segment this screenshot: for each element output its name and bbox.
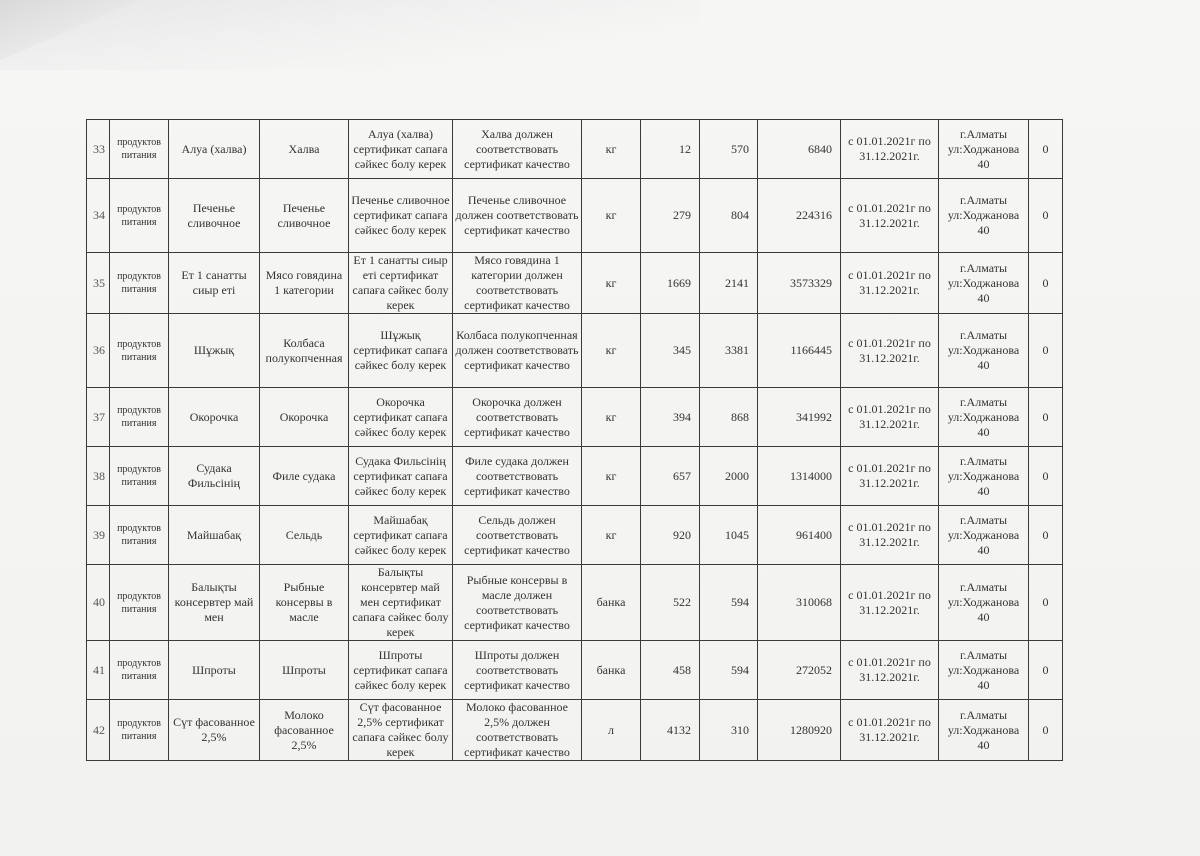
- address-cell: г.Алматы ул:Ходжанова 40: [939, 120, 1029, 179]
- price-cell: 310: [700, 700, 758, 761]
- period-cell: с 01.01.2021г по 31.12.2021г.: [841, 447, 939, 506]
- quantity-cell: 394: [641, 388, 700, 447]
- row-number: 35: [87, 253, 110, 314]
- price-cell: 2000: [700, 447, 758, 506]
- spec-ru-cell: Колбаса полукопченная должен соответствовать сертификат качество: [453, 314, 582, 388]
- table-row: [87, 253, 1063, 314]
- table-row: [87, 388, 1063, 447]
- name-kz-cell: Окорочка: [169, 388, 260, 447]
- spec-ru-cell: Молоко фасованное 2,5% должен соответствовать сертификат качество: [453, 700, 582, 761]
- unit-cell: л: [582, 700, 641, 761]
- name-ru-cell: Филе судака: [260, 447, 349, 506]
- name-ru-cell: Халва: [260, 120, 349, 179]
- period-cell: с 01.01.2021г по 31.12.2021г.: [841, 179, 939, 253]
- address-cell: г.Алматы ул:Ходжанова 40: [939, 641, 1029, 700]
- balance-cell: 0: [1029, 447, 1063, 506]
- table-row: [87, 314, 1063, 388]
- category-cell: продуктов питания: [110, 253, 169, 314]
- balance-cell: 0: [1029, 641, 1063, 700]
- period-cell: с 01.01.2021г по 31.12.2021г.: [841, 120, 939, 179]
- unit-cell: кг: [582, 388, 641, 447]
- address-cell: г.Алматы ул:Ходжанова 40: [939, 700, 1029, 761]
- category-cell: продуктов питания: [110, 179, 169, 253]
- period-cell: с 01.01.2021г по 31.12.2021г.: [841, 700, 939, 761]
- unit-cell: кг: [582, 120, 641, 179]
- spec-kz-cell: Печенье сливочное сеpтификат сапаға сәйкес болу керек: [349, 179, 453, 253]
- sum-cell: 341992: [758, 388, 841, 447]
- period-cell: с 01.01.2021г по 31.12.2021г.: [841, 314, 939, 388]
- unit-cell: кг: [582, 179, 641, 253]
- name-ru-cell: Печенье сливочное: [260, 179, 349, 253]
- table-row: [87, 447, 1063, 506]
- sum-cell: 1280920: [758, 700, 841, 761]
- period-cell: с 01.01.2021г по 31.12.2021г.: [841, 253, 939, 314]
- price-cell: 1045: [700, 506, 758, 565]
- name-kz-cell: Печенье сливочное: [169, 179, 260, 253]
- table-body: [87, 120, 1063, 761]
- name-kz-cell: Шпроты: [169, 641, 260, 700]
- spec-kz-cell: Ет 1 санатты сиыр еті сеpтификат сапаға сәйкес болу керек: [349, 253, 453, 314]
- price-cell: 2141: [700, 253, 758, 314]
- balance-cell: 0: [1029, 253, 1063, 314]
- name-kz-cell: Балықты консервтер май мен: [169, 565, 260, 641]
- category-cell: продуктов питания: [110, 506, 169, 565]
- quantity-cell: 12: [641, 120, 700, 179]
- quantity-cell: 345: [641, 314, 700, 388]
- table-row: [87, 179, 1063, 253]
- balance-cell: 0: [1029, 388, 1063, 447]
- sum-cell: 1166445: [758, 314, 841, 388]
- balance-cell: 0: [1029, 506, 1063, 565]
- category-cell: продуктов питания: [110, 565, 169, 641]
- name-ru-cell: Окорочка: [260, 388, 349, 447]
- category-cell: продуктов питания: [110, 120, 169, 179]
- price-cell: 3381: [700, 314, 758, 388]
- name-ru-cell: Мясо говядина 1 категории: [260, 253, 349, 314]
- price-cell: 570: [700, 120, 758, 179]
- period-cell: с 01.01.2021г по 31.12.2021г.: [841, 388, 939, 447]
- spec-ru-cell: Мясо говядина 1 категории должен соответствовать сертификат качество: [453, 253, 582, 314]
- balance-cell: 0: [1029, 314, 1063, 388]
- price-cell: 804: [700, 179, 758, 253]
- quantity-cell: 522: [641, 565, 700, 641]
- unit-cell: кг: [582, 253, 641, 314]
- price-cell: 594: [700, 641, 758, 700]
- name-kz-cell: Судака Фильсінің: [169, 447, 260, 506]
- spec-kz-cell: Алуа (халва) сеpтификат сапаға сәйкес болу керек: [349, 120, 453, 179]
- row-number: 38: [87, 447, 110, 506]
- name-kz-cell: Шұжық: [169, 314, 260, 388]
- period-cell: с 01.01.2021г по 31.12.2021г.: [841, 565, 939, 641]
- address-cell: г.Алматы ул:Ходжанова 40: [939, 179, 1029, 253]
- spec-ru-cell: Рыбные консервы в масле должен соответствовать сертификат качество: [453, 565, 582, 641]
- address-cell: г.Алматы ул:Ходжанова 40: [939, 388, 1029, 447]
- sum-cell: 961400: [758, 506, 841, 565]
- procurement-table: [86, 119, 1063, 761]
- row-number: 40: [87, 565, 110, 641]
- address-cell: г.Алматы ул:Ходжанова 40: [939, 447, 1029, 506]
- spec-kz-cell: Балықты консервтер май мен сеpтификат сапаға сәйкес болу керек: [349, 565, 453, 641]
- category-cell: продуктов питания: [110, 314, 169, 388]
- spec-ru-cell: Печенье сливочное должен соответствовать сертификат качество: [453, 179, 582, 253]
- row-number: 41: [87, 641, 110, 700]
- sum-cell: 310068: [758, 565, 841, 641]
- spec-kz-cell: Шұжық сеpтификат сапаға сәйкес болу керек: [349, 314, 453, 388]
- balance-cell: 0: [1029, 565, 1063, 641]
- balance-cell: 0: [1029, 120, 1063, 179]
- spec-ru-cell: Шпроты должен соответствовать сертификат качество: [453, 641, 582, 700]
- period-cell: с 01.01.2021г по 31.12.2021г.: [841, 641, 939, 700]
- period-cell: с 01.01.2021г по 31.12.2021г.: [841, 506, 939, 565]
- name-kz-cell: Майшабақ: [169, 506, 260, 565]
- row-number: 34: [87, 179, 110, 253]
- name-kz-cell: Сүт фасованное 2,5%: [169, 700, 260, 761]
- unit-cell: банка: [582, 641, 641, 700]
- spec-ru-cell: Филе судака должен соответствовать сертификат качество: [453, 447, 582, 506]
- sum-cell: 1314000: [758, 447, 841, 506]
- table-row: [87, 506, 1063, 565]
- table-row: [87, 565, 1063, 641]
- spec-kz-cell: Майшабақ сеpтификат сапаға сәйкес болу керек: [349, 506, 453, 565]
- spec-kz-cell: Судака Фильсінің сеpтификат сапаға сәйкес болу керек: [349, 447, 453, 506]
- balance-cell: 0: [1029, 179, 1063, 253]
- row-number: 36: [87, 314, 110, 388]
- spec-ru-cell: Сельдь должен соответствовать сертификат качество: [453, 506, 582, 565]
- category-cell: продуктов питания: [110, 641, 169, 700]
- quantity-cell: 4132: [641, 700, 700, 761]
- name-ru-cell: Рыбные консервы в масле: [260, 565, 349, 641]
- table-row: [87, 700, 1063, 761]
- spec-kz-cell: Шпроты сеpтификат сапаға сәйкес болу керек: [349, 641, 453, 700]
- quantity-cell: 657: [641, 447, 700, 506]
- row-number: 39: [87, 506, 110, 565]
- sum-cell: 224316: [758, 179, 841, 253]
- name-ru-cell: Молоко фасованное 2,5%: [260, 700, 349, 761]
- quantity-cell: 458: [641, 641, 700, 700]
- name-ru-cell: Колбаса полукопченная: [260, 314, 349, 388]
- table-row: [87, 641, 1063, 700]
- address-cell: г.Алматы ул:Ходжанова 40: [939, 565, 1029, 641]
- name-kz-cell: Ет 1 санатты сиыр еті: [169, 253, 260, 314]
- category-cell: продуктов питания: [110, 447, 169, 506]
- name-ru-cell: Сельдь: [260, 506, 349, 565]
- quantity-cell: 279: [641, 179, 700, 253]
- price-cell: 868: [700, 388, 758, 447]
- row-number: 37: [87, 388, 110, 447]
- name-ru-cell: Шпроты: [260, 641, 349, 700]
- unit-cell: кг: [582, 314, 641, 388]
- unit-cell: банка: [582, 565, 641, 641]
- address-cell: г.Алматы ул:Ходжанова 40: [939, 314, 1029, 388]
- address-cell: г.Алматы ул:Ходжанова 40: [939, 253, 1029, 314]
- sum-cell: 272052: [758, 641, 841, 700]
- table-row: [87, 120, 1063, 179]
- row-number: 33: [87, 120, 110, 179]
- spec-ru-cell: Халва должен соответствовать сертификат качество: [453, 120, 582, 179]
- spec-kz-cell: Окорочка сеpтификат сапаға сәйкес болу керек: [349, 388, 453, 447]
- price-cell: 594: [700, 565, 758, 641]
- quantity-cell: 920: [641, 506, 700, 565]
- spec-ru-cell: Окорочка должен соответствовать сертификат качество: [453, 388, 582, 447]
- address-cell: г.Алматы ул:Ходжанова 40: [939, 506, 1029, 565]
- unit-cell: кг: [582, 506, 641, 565]
- balance-cell: 0: [1029, 700, 1063, 761]
- unit-cell: кг: [582, 447, 641, 506]
- row-number: 42: [87, 700, 110, 761]
- category-cell: продуктов питания: [110, 700, 169, 761]
- category-cell: продуктов питания: [110, 388, 169, 447]
- sum-cell: 3573329: [758, 253, 841, 314]
- name-kz-cell: Алуа (халва): [169, 120, 260, 179]
- spec-kz-cell: Сүт фасованное 2,5% сеpтификат сапаға сәйкес болу керек: [349, 700, 453, 761]
- quantity-cell: 1669: [641, 253, 700, 314]
- sum-cell: 6840: [758, 120, 841, 179]
